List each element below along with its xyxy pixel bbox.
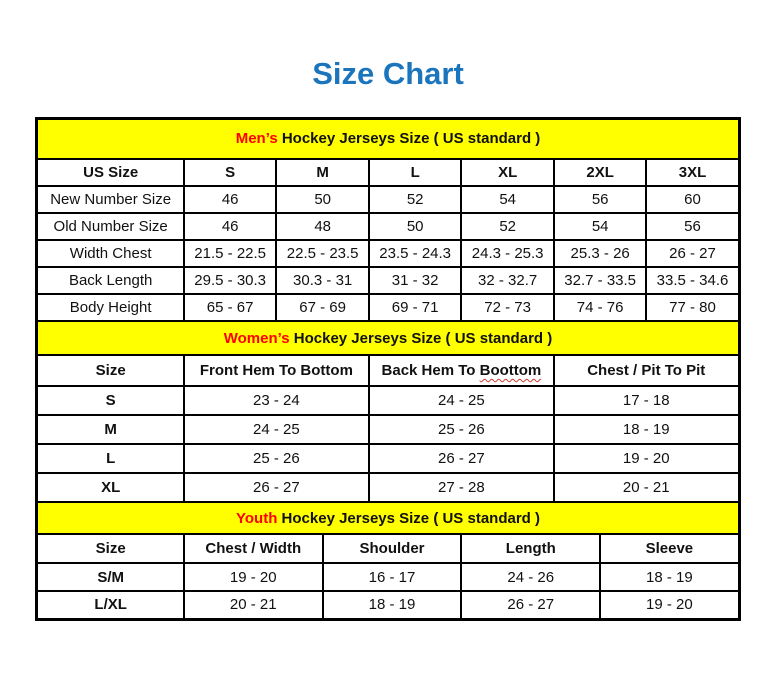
mens-col-us-size: US Size xyxy=(37,159,184,186)
cell: 24 - 26 xyxy=(461,563,600,591)
womens-row-xl xyxy=(37,473,739,502)
cell: 23 - 24 xyxy=(184,386,369,415)
youth-col-size: Size xyxy=(37,534,184,563)
womens-col-size: Size xyxy=(37,355,184,386)
cell: 25 - 26 xyxy=(184,444,369,473)
mens-row-new-number-size xyxy=(37,186,739,213)
size-chart-table xyxy=(35,117,740,621)
page-title: Size Chart xyxy=(312,56,464,91)
row-label: Old Number Size xyxy=(37,213,184,240)
row-label: New Number Size xyxy=(37,186,184,213)
mens-col-3xl: 3XL xyxy=(646,159,739,186)
cell: 54 xyxy=(554,213,647,240)
womens-col-back-hem-misspelled-word: Boottom xyxy=(479,362,542,380)
cell: 69 - 71 xyxy=(369,294,462,321)
mens-col-s: S xyxy=(184,159,277,186)
womens-section-header-row xyxy=(37,321,739,355)
cell: 52 xyxy=(369,186,462,213)
cell: 26 - 27 xyxy=(184,473,369,502)
mens-section-header-row xyxy=(37,118,739,159)
cell: 56 xyxy=(646,213,739,240)
youth-section-title xyxy=(37,502,739,534)
cell: 50 xyxy=(276,186,369,213)
womens-row-m xyxy=(37,415,739,444)
mens-row-body-height xyxy=(37,294,739,321)
cell: 20 - 21 xyxy=(184,591,323,619)
cell: 19 - 20 xyxy=(554,444,739,473)
row-label: L/XL xyxy=(37,591,184,619)
cell: 32 - 32.7 xyxy=(461,267,554,294)
womens-column-header-row xyxy=(37,355,739,386)
mens-col-2xl: 2XL xyxy=(554,159,647,186)
mens-row-width-chest xyxy=(37,240,739,267)
cell: 52 xyxy=(461,213,554,240)
cell: 26 - 27 xyxy=(461,591,600,619)
cell: 65 - 67 xyxy=(184,294,277,321)
cell: 18 - 19 xyxy=(323,591,462,619)
cell: 21.5 - 22.5 xyxy=(184,240,277,267)
youth-row-lxl xyxy=(37,591,739,619)
womens-col-chest-pit: Chest / Pit To Pit xyxy=(554,355,739,386)
cell: 27 - 28 xyxy=(369,473,554,502)
youth-row-sm xyxy=(37,563,739,591)
womens-row-l xyxy=(37,444,739,473)
mens-col-xl: XL xyxy=(461,159,554,186)
cell: 72 - 73 xyxy=(461,294,554,321)
womens-col-back-hem-prefix: Back Hem To xyxy=(381,362,480,380)
row-label: Body Height xyxy=(37,294,184,321)
cell: 17 - 18 xyxy=(554,386,739,415)
row-label: XL xyxy=(37,473,184,502)
mens-column-header-row xyxy=(37,159,739,186)
womens-section-title xyxy=(37,321,739,355)
cell: 46 xyxy=(184,213,277,240)
row-label: S xyxy=(37,386,184,415)
cell: 31 - 32 xyxy=(369,267,462,294)
womens-section-title-accent: Women’s xyxy=(223,329,290,347)
cell: 26 - 27 xyxy=(369,444,554,473)
cell: 20 - 21 xyxy=(554,473,739,502)
mens-row-old-number-size xyxy=(37,213,739,240)
cell: 19 - 20 xyxy=(184,563,323,591)
cell: 25 - 26 xyxy=(369,415,554,444)
cell: 50 xyxy=(369,213,462,240)
cell: 60 xyxy=(646,186,739,213)
youth-col-length: Length xyxy=(461,534,600,563)
cell: 74 - 76 xyxy=(554,294,647,321)
cell: 19 - 20 xyxy=(600,591,739,619)
youth-section-title-rest: Hockey Jerseys Size ( US standard ) xyxy=(277,509,540,527)
mens-col-m: M xyxy=(276,159,369,186)
youth-column-header-row xyxy=(37,534,739,563)
womens-col-front-hem: Front Hem To Bottom xyxy=(184,355,369,386)
youth-col-shoulder: Shoulder xyxy=(323,534,462,563)
youth-col-chest-width: Chest / Width xyxy=(184,534,323,563)
mens-section-title-rest: Hockey Jerseys Size ( US standard ) xyxy=(277,130,541,148)
mens-row-back-length xyxy=(37,267,739,294)
youth-section-title-accent: Youth xyxy=(236,509,278,527)
womens-section-title-rest: Hockey Jerseys Size ( US standard ) xyxy=(289,329,553,347)
cell: 18 - 19 xyxy=(554,415,739,444)
cell: 32.7 - 33.5 xyxy=(554,267,647,294)
mens-col-l: L xyxy=(369,159,462,186)
cell: 33.5 - 34.6 xyxy=(646,267,739,294)
row-label: Width Chest xyxy=(37,240,184,267)
cell: 29.5 - 30.3 xyxy=(184,267,277,294)
cell: 23.5 - 24.3 xyxy=(369,240,462,267)
youth-section-header-row xyxy=(37,502,739,534)
row-label: Back Length xyxy=(37,267,184,294)
cell: 25.3 - 26 xyxy=(554,240,647,267)
cell: 22.5 - 23.5 xyxy=(276,240,369,267)
cell: 16 - 17 xyxy=(323,563,462,591)
cell: 56 xyxy=(554,186,647,213)
cell: 30.3 - 31 xyxy=(276,267,369,294)
cell: 46 xyxy=(184,186,277,213)
row-label: M xyxy=(37,415,184,444)
youth-col-sleeve: Sleeve xyxy=(600,534,739,563)
mens-section-title-accent: Men’s xyxy=(235,130,278,148)
womens-col-back-hem xyxy=(369,355,554,386)
cell: 24 - 25 xyxy=(369,386,554,415)
mens-section-title xyxy=(37,118,739,159)
row-label: L xyxy=(37,444,184,473)
cell: 18 - 19 xyxy=(600,563,739,591)
womens-row-s xyxy=(37,386,739,415)
cell: 54 xyxy=(461,186,554,213)
cell: 24.3 - 25.3 xyxy=(461,240,554,267)
cell: 24 - 25 xyxy=(184,415,369,444)
cell: 26 - 27 xyxy=(646,240,739,267)
cell: 77 - 80 xyxy=(646,294,739,321)
row-label: S/M xyxy=(37,563,184,591)
cell: 48 xyxy=(276,213,369,240)
cell: 67 - 69 xyxy=(276,294,369,321)
